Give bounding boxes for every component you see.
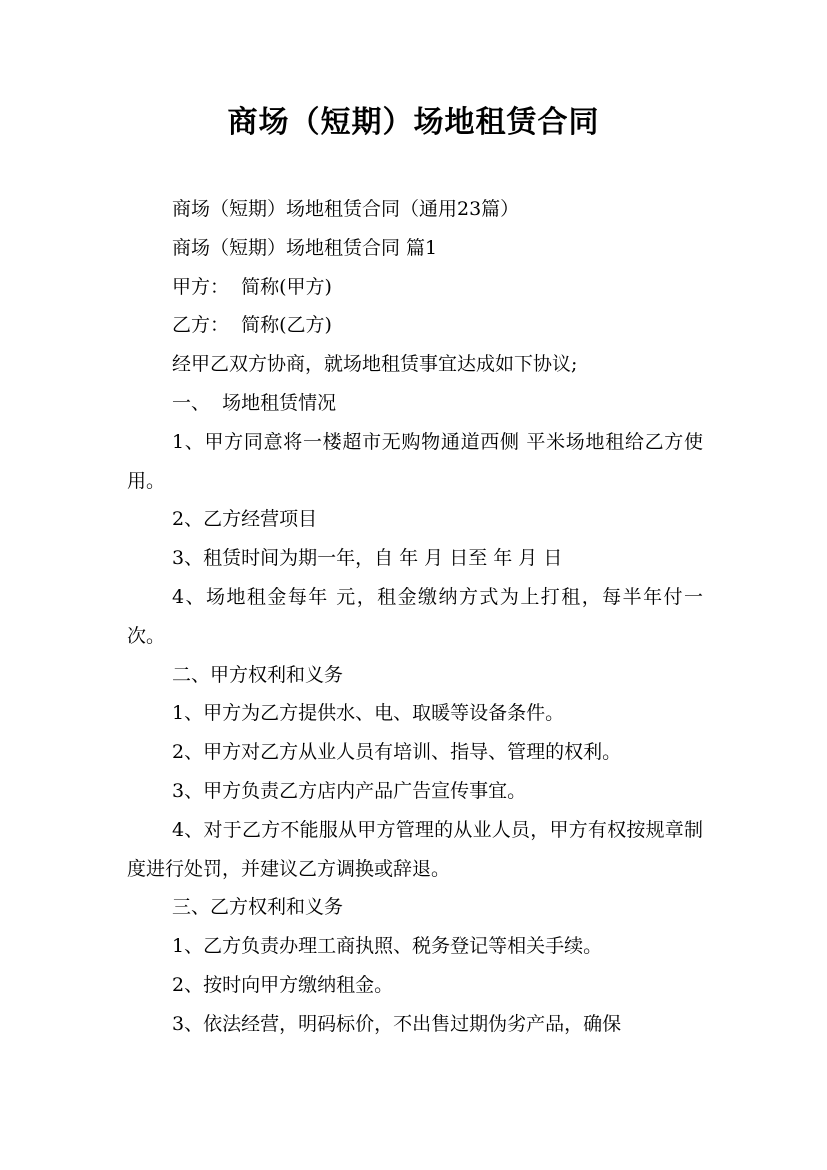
paragraph-lease-3: 3、租赁时间为期一年，自 年 月 日至 年 月 日	[172, 547, 563, 570]
paragraph-subtitle: 商场（短期）场地租赁合同（通用23篇）	[172, 198, 520, 220]
document-body	[127, 190, 703, 1044]
paragraph-party-a-2: 2、甲方对乙方从业人员有培训、指导、管理的权利。	[172, 741, 622, 764]
paragraph-party-a-1: 1、甲方为乙方提供水、电、取暖等设备条件。	[172, 702, 565, 725]
paragraph-party-b-2: 2、按时向甲方缴纳租金。	[172, 973, 394, 996]
paragraph-lease-1: 1、甲方同意将一楼超市无购物通道西侧 平米场地租给乙方使用。	[127, 430, 703, 492]
paragraph-lease-2: 2、乙方经营项目	[172, 508, 318, 531]
paragraph-party-b-1: 1、乙方负责办理工商执照、税务登记等相关手续。	[172, 935, 603, 958]
paragraph-section-heading: 商场（短期）场地租赁合同 篇1	[172, 236, 438, 259]
paragraph-agreement-intro: 经甲乙双方协商，就场地租赁事宜达成如下协议;	[172, 353, 578, 376]
paragraph-heading-party-a-rights: 二、甲方权利和义务	[172, 663, 344, 686]
paragraph-party-a-3: 3、甲方负责乙方店内产品广告宣传事宜。	[172, 779, 527, 802]
paragraph-lease-4: 4、场地租金每年 元，租金缴纳方式为上打租，每半年付一次。	[127, 585, 703, 647]
paragraph-party-b: 乙方： 简称(乙方)	[172, 314, 332, 337]
paragraph-heading-lease: 一、 场地租赁情况	[172, 391, 337, 414]
paragraph-party-b-3: 3、依法经营，明码标价，不出售过期伪劣产品，确保	[172, 1012, 622, 1035]
paragraph-party-a: 甲方： 简称(甲方)	[172, 275, 332, 298]
paragraph-heading-party-b-rights: 三、乙方权利和义务	[172, 896, 344, 919]
paragraph-party-a-4: 4、对于乙方不能服从甲方管理的从业人员，甲方有权按规章制度进行处罚，并建议乙方调换或辞退。	[127, 818, 703, 880]
document-title: 商场（短期）场地租赁合同	[227, 105, 600, 140]
